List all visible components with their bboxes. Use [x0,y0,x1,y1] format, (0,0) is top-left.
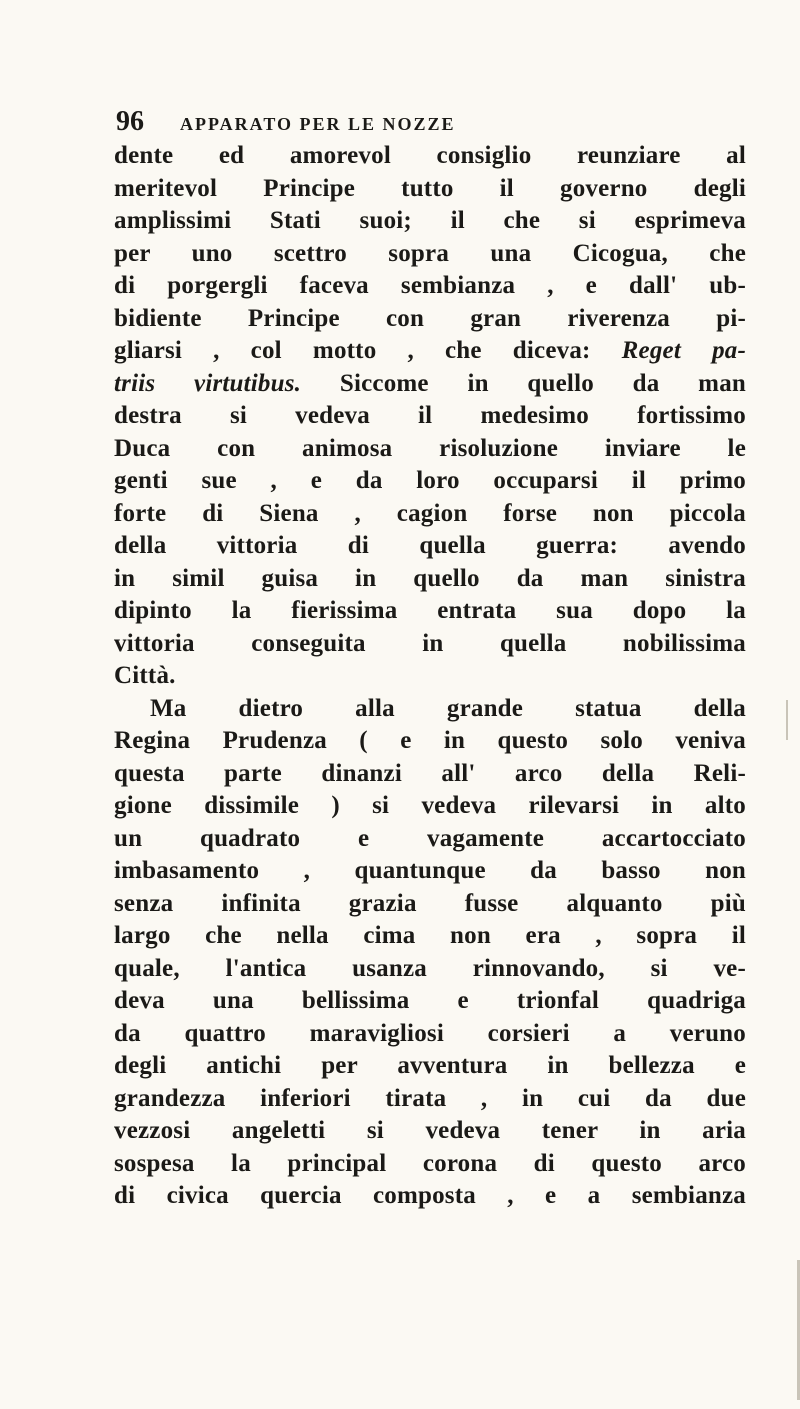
text-segment: gliarsi , col motto , che diceva: [114,337,591,364]
text-line: degli antichi per avventura in bellezza e [114,1052,746,1079]
text-line: destra si vedeva il medesimo fortissimo [114,402,746,429]
text-line: amplissimi Stati suoi; il che si esprimeva [114,207,746,234]
text-line: vezzosi angeletti si vedeva tener in aria [114,1117,746,1144]
text-line: Duca con animosa risoluzione inviare le [114,434,746,462]
text-line [114,368,746,401]
running-head: APPARATO PER LE NOZZE [180,114,456,134]
italic-motto: Reget pa- [621,337,746,364]
body-text [114,140,746,1213]
text-line: per uno scettro sopra una Cicogua, che [114,239,746,267]
text-line: senza infinita grazia fusse alquanto più [114,889,746,917]
text-line: di porgergli faceva sembianza , e dall' ub- [114,272,746,299]
text-line: Città. [114,662,176,689]
text-line: grandezza inferiori tirata , in cui da due [114,1084,746,1112]
text-line: Ma dietro alla grande statua della [150,694,746,722]
text-line: deva una bellissima e trionfal quadriga [114,987,746,1014]
text-line: largo che nella cima non era , sopra il [114,922,746,949]
text-line: questa parte dinanzi all' arco della Reli- [114,759,746,787]
text-line: vittoria conseguita in quella nobilissima [114,629,746,657]
text-line: quale, l'antica usanza rinnovando, si ve- [114,954,746,982]
text-line: bidiente Principe con gran riverenza pi- [114,304,746,332]
italic-motto-continued: triis virtutibus. [114,369,302,397]
text-line: in simil guisa in quello da man sinistra [114,564,746,592]
text-line: imbasamento , quantunque da basso non [114,857,746,884]
text-line: meritevol Principe tutto il governo degli [114,174,746,202]
text-line: forte di Siena , cagion forse non piccola [114,499,746,527]
text-line: genti sue , e da loro occuparsi il primo [114,467,746,494]
page-number: 96 [116,106,144,137]
text-line: da quattro maravigliosi corsieri a veruno [114,1019,746,1047]
text-line: della vittoria di quella guerra: avendo [114,532,746,559]
text-line [114,335,746,368]
text-segment: Siccome in quello da man [301,369,746,397]
page-edge-shadow [786,700,788,740]
text-line: un quadrato e vagamente accartocciato [114,824,746,852]
text-line: Regina Prudenza ( e in questo solo veniva [114,727,746,754]
text-line: dente ed amorevol consiglio reunziare al [114,142,746,169]
text-line: dipinto la fierissima entrata sua dopo la [114,597,746,624]
text-line: di civica quercia composta , e a sembianza [114,1182,746,1209]
text-line: sospesa la principal corona di questo arco [114,1149,746,1177]
text-line: gione dissimile ) si vedeva rilevarsi in alto [114,792,746,819]
